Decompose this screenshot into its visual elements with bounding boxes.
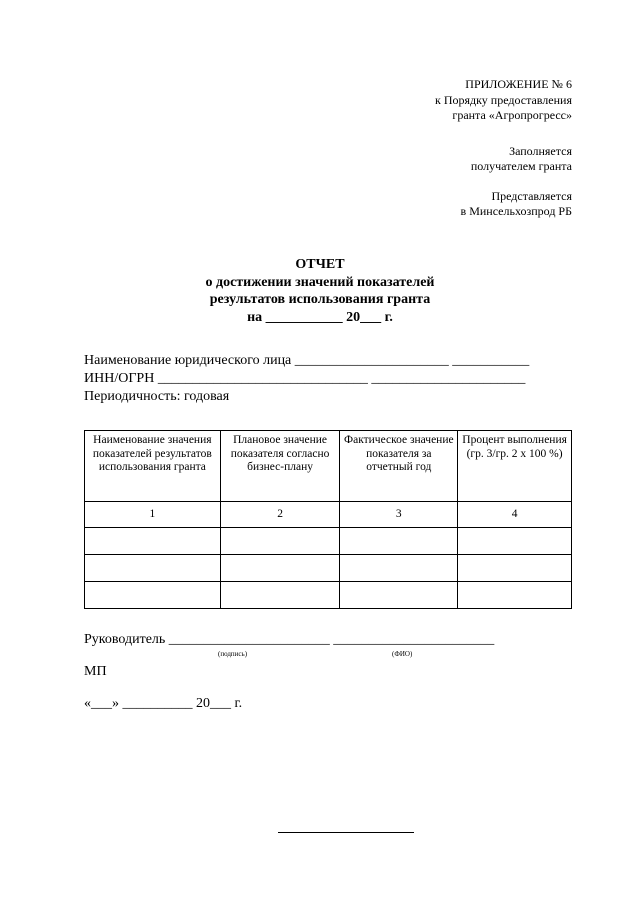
inn-ogrn-field: ИНН/ОГРН ______________________________ ______________________ bbox=[84, 371, 526, 386]
signature-line: Руководитель _______________________ _______________________ bbox=[84, 632, 495, 647]
table-cell bbox=[220, 582, 340, 609]
table-cell bbox=[85, 555, 221, 582]
table-cell bbox=[340, 555, 458, 582]
table-row bbox=[85, 582, 572, 609]
table-cell bbox=[220, 555, 340, 582]
entity-fields bbox=[84, 352, 529, 406]
fill-note-line1: Заполняется bbox=[509, 143, 572, 158]
appendix-ref-line2: гранта «Агропрогресс» bbox=[452, 108, 572, 122]
table-cell bbox=[340, 528, 458, 555]
header-actual-value: Фактическое значение показателя за отчетный год bbox=[340, 431, 458, 502]
signature-sublabel: (подпись) bbox=[218, 650, 248, 658]
header-completion-percent: Процент выполнения (гр. 3/гр. 2 х 100 %) bbox=[458, 431, 572, 502]
title-line4: на ___________ 20___ г. bbox=[247, 309, 393, 325]
periodicity-field: Периодичность: годовая bbox=[84, 389, 230, 404]
table-cell bbox=[85, 528, 221, 555]
fill-note-line2: получателем гранта bbox=[470, 159, 572, 173]
header-indicator-name: Наименование значения показателей результатов использования гранта bbox=[85, 431, 221, 502]
appendix-ref-line1: к Порядку предоставления bbox=[434, 92, 572, 107]
table-row bbox=[85, 528, 572, 555]
column-number: 4 bbox=[458, 502, 572, 528]
date-line: «___» __________ 20___ г. bbox=[84, 696, 243, 711]
table-cell bbox=[458, 582, 572, 609]
appendix-heading: ПРИЛОЖЕНИЕ № 6 bbox=[465, 77, 572, 91]
report-title bbox=[120, 256, 520, 326]
table-cell bbox=[458, 528, 572, 555]
footer-divider bbox=[278, 832, 414, 833]
title-line3: результатов использования гранта bbox=[209, 292, 431, 307]
table-cell bbox=[85, 582, 221, 609]
appendix-header bbox=[272, 77, 572, 232]
name-sublabel: (ФИО) bbox=[392, 650, 413, 658]
column-number: 2 bbox=[220, 502, 340, 528]
column-number: 3 bbox=[340, 502, 458, 528]
title-line1: ОТЧЕТ bbox=[295, 257, 345, 272]
column-number: 1 bbox=[85, 502, 221, 528]
table-cell bbox=[340, 582, 458, 609]
table-header-row bbox=[85, 431, 572, 502]
indicators-table bbox=[84, 430, 572, 609]
column-number-row bbox=[85, 502, 572, 528]
submit-note-line2: в Минсельхозпрод РБ bbox=[460, 204, 572, 218]
title-line2: о достижении значений показателей bbox=[205, 274, 435, 290]
submit-note-line1: Представляется bbox=[491, 188, 572, 203]
table-cell bbox=[220, 528, 340, 555]
table-row bbox=[85, 555, 572, 582]
entity-name-field: Наименование юридического лица ______________________ ___________ bbox=[84, 353, 530, 368]
header-planned-value: Плановое значение показателя согласно бизнес-плану bbox=[220, 431, 340, 502]
table-cell bbox=[458, 555, 572, 582]
stamp-place: МП bbox=[84, 664, 107, 679]
